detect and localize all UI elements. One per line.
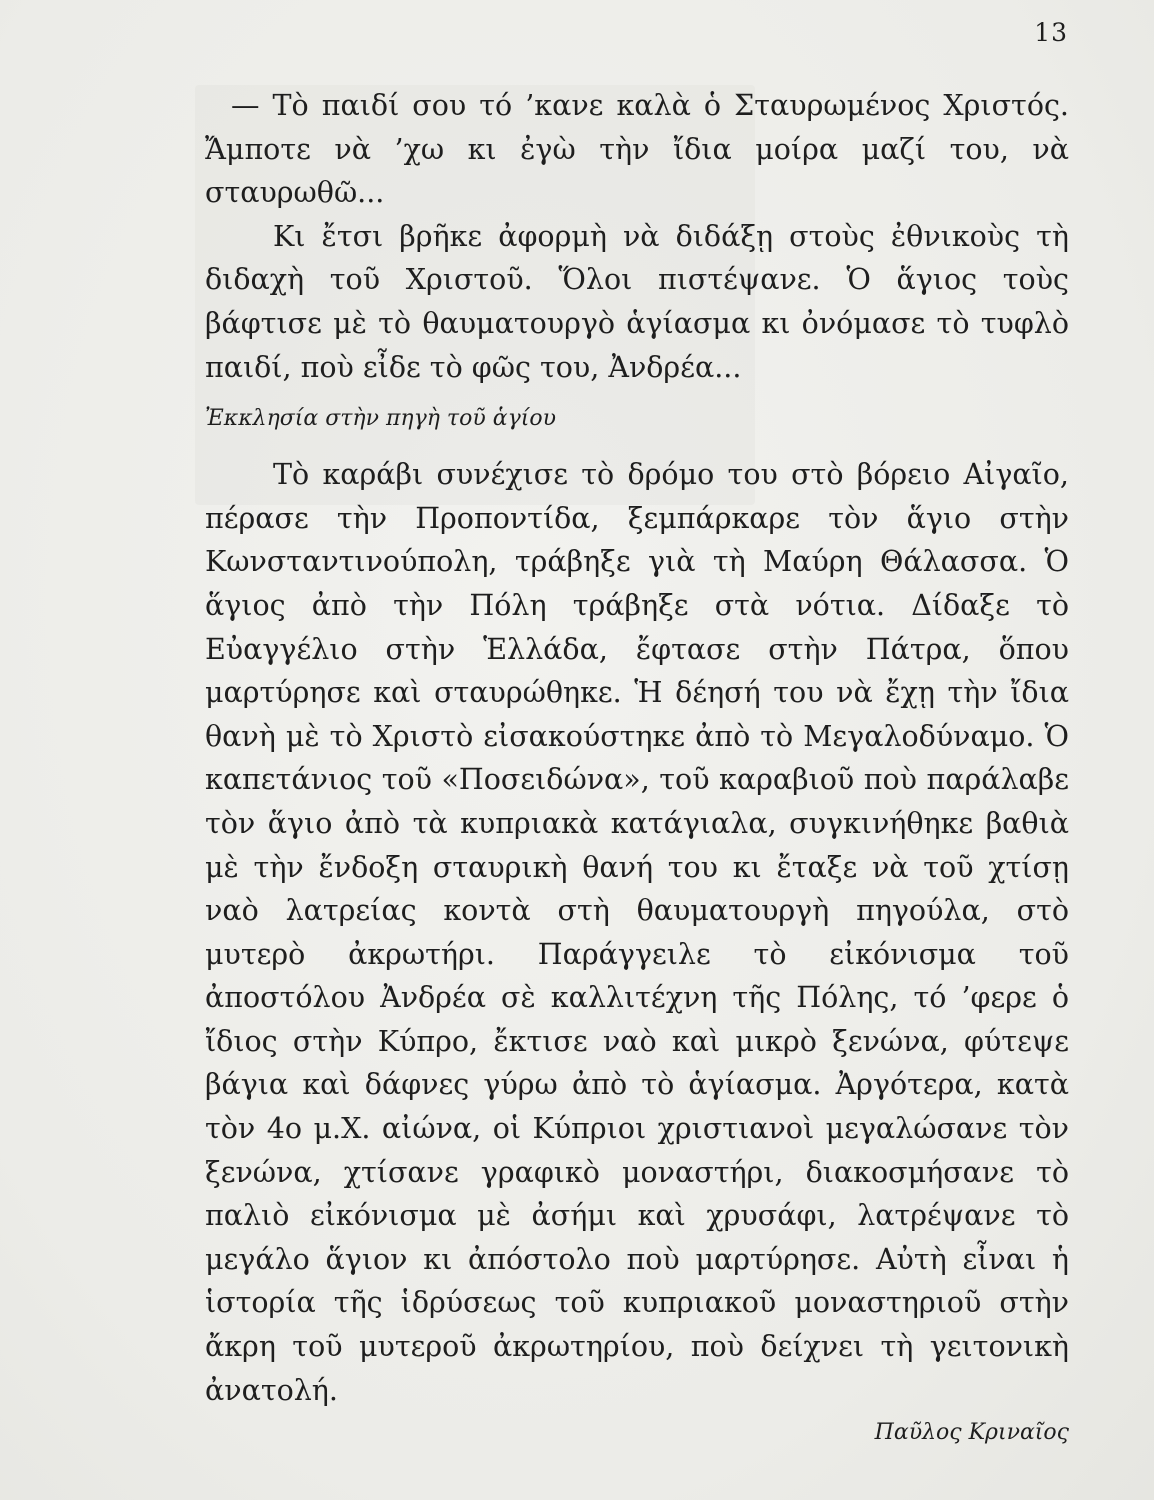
page-number: 13 — [1034, 18, 1068, 47]
body-text — [205, 84, 1069, 1448]
section-subheading: Ἐκκλησία στὴν πηγὴ τοῦ ἁγίου — [205, 406, 556, 432]
paragraph: — Τὸ παιδί σου τό ’κανε καλὰ ὁ Σταυρωμένος Χριστός. Ἄμποτε νὰ ’χω κι ἐγὼ τὴν ἴδια μοίρα μαζί του, νὰ σταυρωθῶ... — [205, 89, 1069, 210]
paragraph: Κι ἔτσι βρῆκε ἀφορμὴ νὰ διδάξῃ στοὺς ἐθνικοὺς τὴ διδαχὴ τοῦ Χριστοῦ. Ὅλοι πιστέψανε. Ὁ ἅγιος τοὺς βάφτισε μὲ τὸ θαυματουργὸ ἁγίασμα κι ὀνόμασε τὸ τυφλὸ παιδί, ποὺ εἶδε τὸ φῶς του, Ἀνδρέα... — [205, 219, 1069, 384]
paragraph: Τὸ καράβι συνέχισε τὸ δρόμο του στὸ βόρειο Αἰγαῖο, πέρασε τὴν Προποντίδα, ξεμπάρκαρε τὸν ἅγιο στὴν Κωνσταντινούπολη, τράβηξε γιὰ τὴ Μαύρη Θάλασσα. Ὁ ἅγιος ἀπὸ τὴν Πόλη τράβηξε στὰ νότια. Δίδαξε τὸ Εὐαγγέλιο στὴν Ἑλλάδα, ἔφτασε στὴν Πάτρα, ὅπου μαρτύρησε καὶ σταυρώθηκε. Ἡ δέησή του νὰ ἔχῃ τὴν ἴδια θανὴ μὲ τὸ Χριστὸ εἰσακούστηκε ἀπὸ τὸ Μεγαλοδύναμο. Ὁ καπετάνιος τοῦ «Ποσειδώνα», τοῦ καραβιοῦ ποὺ παράλαβε τὸν ἅγιο ἀπὸ τὰ κυπριακὰ κατάγιαλα, συγκινήθηκε βαθιὰ μὲ τὴν ἔνδοξη σταυρικὴ θανή του κι ἔταξε νὰ τοῦ χτίσῃ ναὸ λατρείας κοντὰ στὴ θαυματουργὴ πηγούλα, στὸ μυτερὸ ἀκρωτήρι. Παράγγειλε τὸ εἰκόνισμα τοῦ ἀποστόλου Ἀνδρέα σὲ καλλιτέχνη τῆς Πόλης, τό ’φερε ὁ ἴδιος στὴν Κύπρο, ἔκτισε ναὸ καὶ μικρὸ ξενώνα, φύτεψε βάγια καὶ δάφνες γύρω ἀπὸ τὸ ἁγίασμα. Ἀργότερα, κατὰ τὸν 4ο μ.Χ. αἰώνα, οἱ Κύπριοι χριστιανοὶ μεγαλώσανε τὸν ξενώνα, χτίσανε γραφικὸ μοναστήρι, διακοσμήσανε τὸ παλιὸ εἰκόνισμα μὲ ἀσήμι καὶ χρυσάφι, λατρέψανε τὸ μεγάλο ἅγιον κι ἀπόστολο ποὺ μαρτύρησε. Αὐτὴ εἶναι ἡ ἱστορία τῆς ἱδρύσεως τοῦ κυπριακοῦ μοναστηριοῦ στὴν ἄκρη τοῦ μυτεροῦ ἀκρωτηρίου, ποὺ δείχνει τὴ γειτονικὴ ἀνατολή. — [205, 458, 1069, 1407]
author-signature: Παῦλος Κριναῖος — [874, 1420, 1069, 1446]
